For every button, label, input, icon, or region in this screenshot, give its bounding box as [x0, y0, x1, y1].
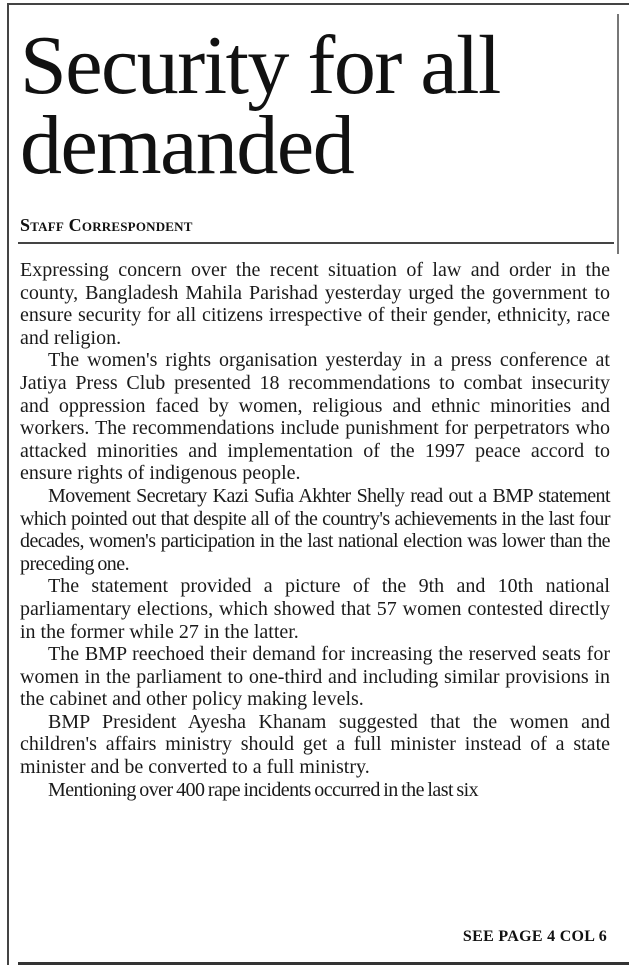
- paragraph-3: Movement Secretary Kazi Sufia Akhter Shelly read out a BMP statement which pointed out that despite all of the country's achievements in the last four decades, women's participation in the last national election was lower than the preceding one.: [20, 484, 610, 575]
- bottom-border-rule: [18, 962, 629, 965]
- continuation-jump-link[interactable]: SEE PAGE 4 COL 6: [462, 928, 607, 945]
- paragraph-6: BMP President Ayesha Khanam suggested that the women and children's affairs ministry should get a full minister instead of a state minister and be converted to a full ministry.: [20, 710, 610, 779]
- headline: Security for all demanded: [20, 19, 500, 192]
- top-border-rule: [8, 3, 629, 5]
- article-body: [20, 259, 610, 801]
- byline-divider: [18, 242, 614, 244]
- paragraph-2: The women's rights organisation yesterday in a press conference at Jatiya Press Club presented 18 recommendations to combat insecurity and oppression faced by women, religious and ethnic minorities and workers. The recommendations include punishment for perpetrators who attacked minorities and implementation of the 1997 peace accord to ensure rights of indigenous people.: [20, 349, 610, 485]
- byline: Staff Correspondent: [20, 215, 193, 235]
- paragraph-1: Expressing concern over the recent situation of law and order in the county, Bangladesh Mahila Parishad yesterday urged the government to ensure security for all citizens irrespective of their gender, ethnicity, race and religion.: [20, 259, 610, 349]
- paragraph-5: The BMP reechoed their demand for increasing the reserved seats for women in the parliament to one-third and including similar provisions in the cabinet and other policy making levels.: [20, 643, 610, 711]
- paragraph-4: The statement provided a picture of the 9th and 10th national parliamentary elections, which showed that 57 women contested directly in the former while 27 in the latter.: [20, 575, 610, 643]
- paragraph-7: Mentioning over 400 rape incidents occurred in the last six: [48, 778, 479, 801]
- left-border-rule: [7, 3, 9, 965]
